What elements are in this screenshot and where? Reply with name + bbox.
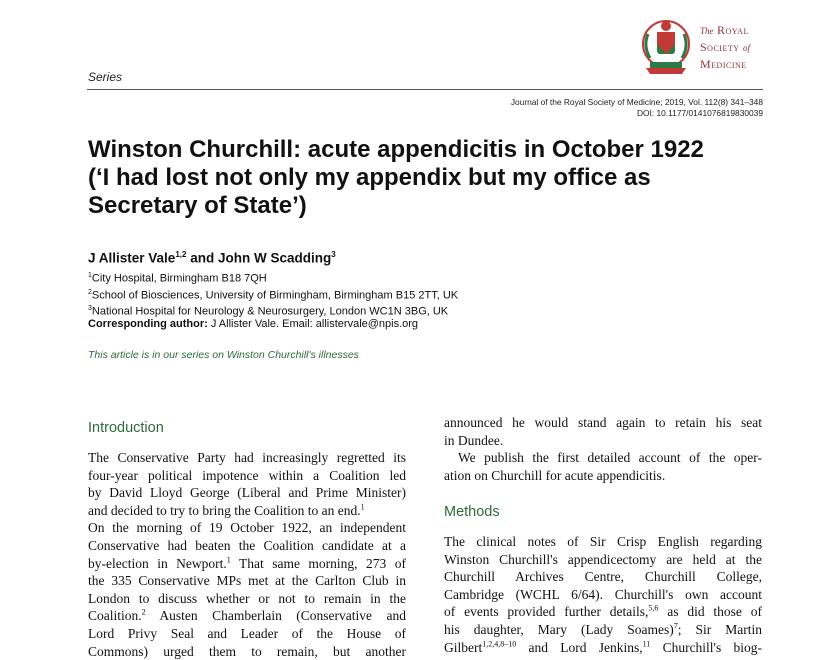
affiliation-1: $^1$City Hospital, Birmingham B18 7QH bbox=[88, 272, 267, 285]
corresponding-email[interactable]: J Allister Vale. Email: allistervale@npis.org bbox=[210, 318, 419, 330]
affiliation-3: $^3$National Hospital for Neurology & Neurosurgery, London WC1N 3BG, UK bbox=[88, 305, 449, 318]
header-divider bbox=[87, 89, 763, 90]
corresponding-author: Corresponding author: J Allister Vale. Email: allistervale@npis.org bbox=[88, 318, 419, 330]
royal-society-crest-logo bbox=[638, 14, 694, 76]
author-2: John W Scadding bbox=[217, 250, 332, 266]
doi: DOI: 10.1177/0141076819830039 bbox=[636, 108, 763, 118]
methods-heading: Methods bbox=[444, 504, 500, 520]
series-note: This article is in our series on Winston Churchill's illnesses bbox=[88, 349, 359, 361]
journal-citation bbox=[511, 97, 763, 119]
introduction-continued: announced he would stand again to retain his seat in Dundee. We publish the first detailed account of the oper- ation on Churchill for acute appendicitis. bbox=[444, 415, 762, 483]
affiliation-2: $^2$School of Biosciences, University of Birmingham, Birmingham B15 2TT, UK bbox=[88, 289, 459, 302]
methods-body: The clinical notes of Sir Crisp English regarding Winston Churchill's appendicectomy are held at the Churchill Archives Centre, Churchill College, Cambridge (WCHL 6/64). Churchill's own account of events provided further details,$^{5,6}$ as did those of his daughter, Mary (Lady Soames)$^7$; Sir Martin Gilbert$^{1,2,4,8-10}$ and Lord Jenkins,$^{11}$ Churchill's biog- bbox=[444, 534, 762, 655]
series-label: Series bbox=[88, 70, 123, 84]
introduction-heading: Introduction bbox=[88, 420, 164, 436]
introduction-body: The Conservative Party had increasingly regretted its four-year political impotence within a Coalition led by David Lloyd George (Liberal and Prime Minister) and decided to try to bring the Coalition to an end.$^1$ On the morning of 19 October 1922, an independent Conservative had beaten the Coalition candidate at a by-election in Newport.$^1$ That same morning, 273 of the 335 Conservative MPs met at the Carlton Club in London to discuss whether or not to remain in the Coalition.$^2$ Austen Chamberlain (Conservative and Lord Privy Seal and Leader of the House of Commons) urged them to remain, but another bbox=[88, 450, 406, 659]
journal-line: Journal of the Royal Society of Medicine; 2019, Vol. 112(8) 341–348 bbox=[510, 97, 763, 107]
author-1: J Allister Vale bbox=[88, 250, 176, 266]
article-title: Winston Churchill: acute appendicitis in October 1922 (‘I had lost not only my appendix but my office as Secretary of State’) bbox=[88, 136, 704, 219]
society-name: The Royal Society of Medicine bbox=[700, 23, 751, 71]
author-list: J Allister Vale$^{1,2}$ and John W Scadding$^3$ bbox=[88, 250, 336, 266]
